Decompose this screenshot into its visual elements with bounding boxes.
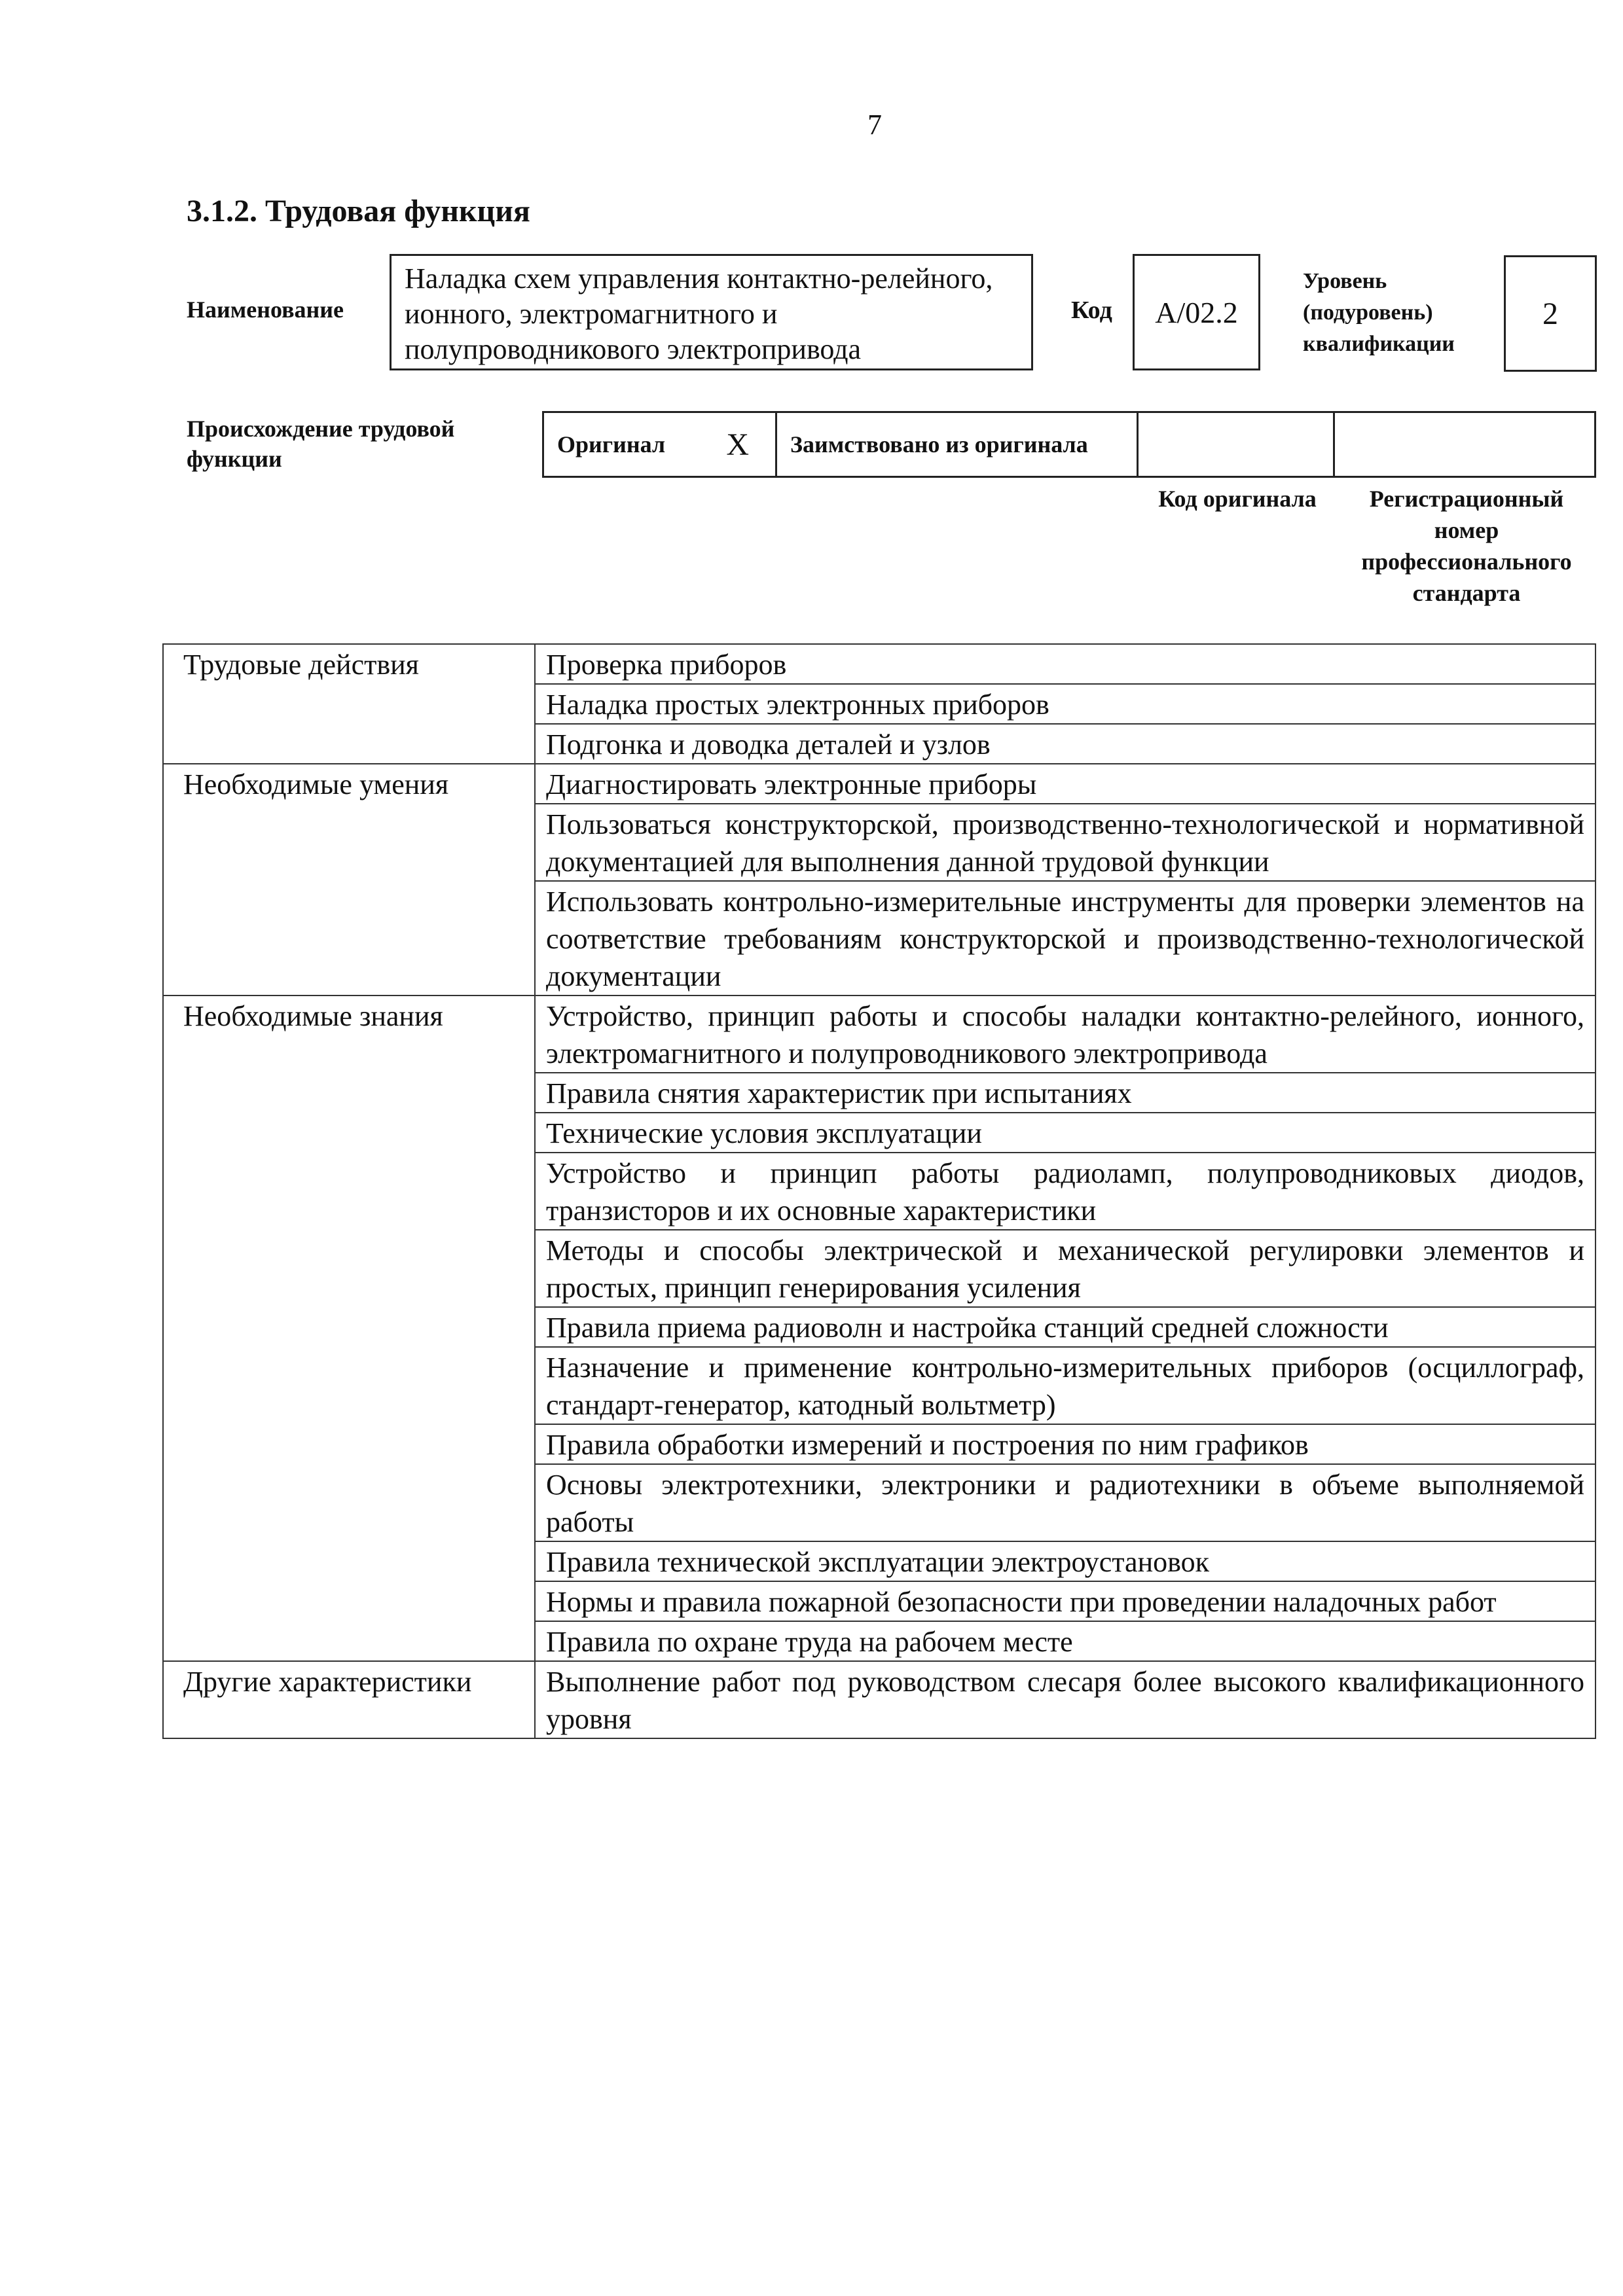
section-item: Пользоваться конструкторской, производственно-технологической и нормативной документацией для выполнения данной трудовой функции bbox=[535, 804, 1596, 881]
origin-label: Происхождение трудовой функции bbox=[187, 416, 455, 472]
function-name: Наладка схем управления контактно-релейного, ионного, электромагнитного и полупроводникового электропривода bbox=[405, 262, 993, 365]
section-title: 3.1.2. Трудовая функция bbox=[187, 194, 530, 228]
section-item: Технические условия эксплуатации bbox=[535, 1113, 1596, 1153]
section-item: Правила приема радиоволн и настройка станций средней сложности bbox=[535, 1307, 1596, 1347]
level-label bbox=[1303, 266, 1455, 360]
section-item: Диагностировать электронные приборы bbox=[535, 764, 1596, 804]
section-item: Использовать контрольно-измерительные инструменты для проверки элементов на соответствие требованиям конструкторской и производственно-технологической документации bbox=[535, 881, 1596, 996]
level-label-line: квалификации bbox=[1303, 332, 1455, 356]
function-name-box bbox=[390, 254, 1033, 370]
section-item: Правила технической эксплуатации электроустановок bbox=[535, 1541, 1596, 1581]
table-row bbox=[163, 996, 1596, 1073]
borrowed-label: Заимствовано из оригинала bbox=[790, 431, 1088, 457]
reg-number-caption: Регистрационный номер профессионального стандарта bbox=[1361, 486, 1572, 606]
origin-borrowed-cell bbox=[777, 413, 1139, 476]
section-item: Правила по охране труда на рабочем месте bbox=[535, 1621, 1596, 1661]
section-item: Подгонка и доводка деталей и узлов bbox=[535, 724, 1596, 764]
name-label: Наименование bbox=[187, 296, 344, 323]
section-category: Другие характеристики bbox=[163, 1661, 535, 1738]
table-row bbox=[163, 1661, 1596, 1738]
original-mark: X bbox=[726, 427, 749, 462]
code-box bbox=[1133, 254, 1260, 370]
section-category: Необходимые знания bbox=[163, 996, 535, 1661]
page-number: 7 bbox=[867, 109, 882, 141]
section-item: Нормы и правила пожарной безопасности при проведении наладочных работ bbox=[535, 1581, 1596, 1621]
section-item: Выполнение работ под руководством слесаря более высокого квалификационного уровня bbox=[535, 1661, 1596, 1738]
original-label: Оригинал bbox=[557, 431, 666, 457]
section-category: Необходимые умения bbox=[163, 764, 535, 996]
level-label-line: (подуровень) bbox=[1303, 300, 1433, 325]
level-label-line: Уровень bbox=[1303, 269, 1387, 293]
section-item: Основы электротехники, электроники и радиотехники в объеме выполняемой работы bbox=[535, 1464, 1596, 1541]
origin-table bbox=[542, 411, 1596, 478]
code-original-caption: Код оригинала bbox=[1158, 486, 1317, 512]
section-item: Назначение и применение контрольно-измерительных приборов (осциллограф, стандарт-генератор, катодный вольтметр) bbox=[535, 1347, 1596, 1424]
section-item: Устройство и принцип работы радиоламп, полупроводниковых диодов, транзисторов и их основные характеристики bbox=[535, 1153, 1596, 1230]
code-label: Код bbox=[1071, 296, 1112, 324]
section-item: Наладка простых электронных приборов bbox=[535, 684, 1596, 724]
origin-reg-cell bbox=[1335, 413, 1594, 476]
level-box bbox=[1504, 255, 1597, 372]
function-details-table bbox=[162, 643, 1596, 1739]
section-item: Правила снятия характеристик при испытаниях bbox=[535, 1073, 1596, 1113]
section-item: Проверка приборов bbox=[535, 644, 1596, 684]
section-category: Трудовые действия bbox=[163, 644, 535, 764]
code-value: A/02.2 bbox=[1155, 295, 1238, 329]
section-item: Устройство, принцип работы и способы наладки контактно-релейного, ионного, электромагнитного и полупроводникового электропривода bbox=[535, 996, 1596, 1073]
section-item: Правила обработки измерений и построения по ним графиков bbox=[535, 1424, 1596, 1464]
table-row bbox=[163, 644, 1596, 684]
origin-original-cell bbox=[544, 413, 777, 476]
level-value: 2 bbox=[1542, 296, 1558, 331]
section-item: Методы и способы электрической и механической регулировки элементов и простых, принцип генерирования усиления bbox=[535, 1230, 1596, 1307]
origin-code-cell bbox=[1139, 413, 1335, 476]
table-row bbox=[163, 764, 1596, 804]
